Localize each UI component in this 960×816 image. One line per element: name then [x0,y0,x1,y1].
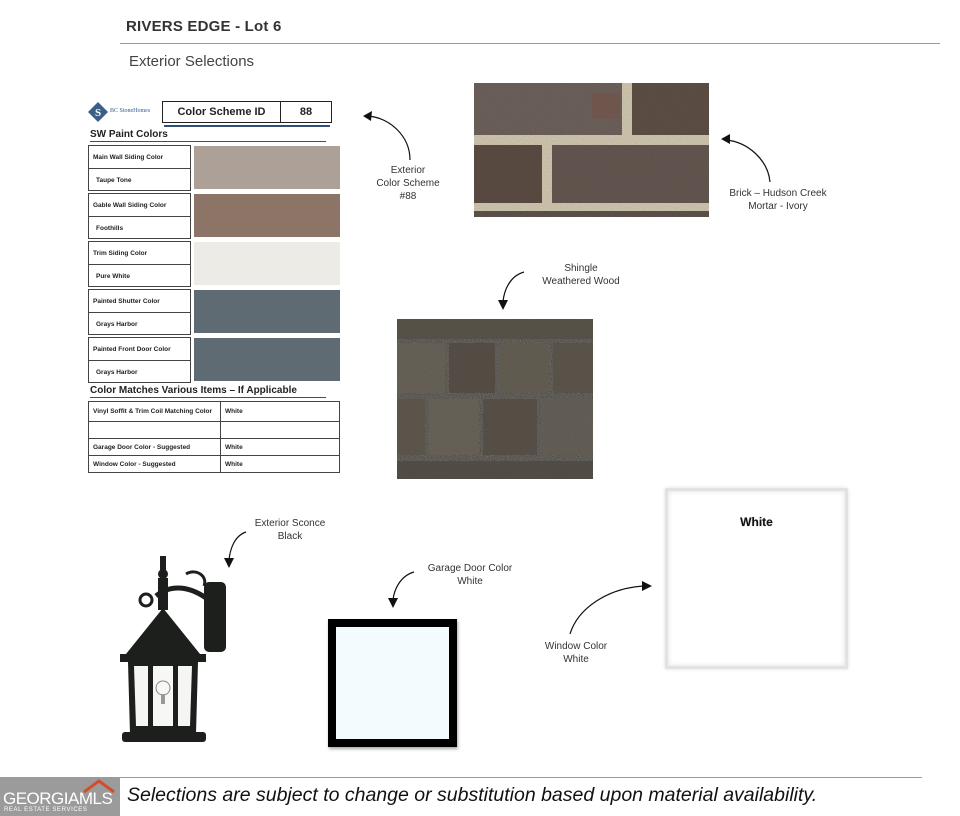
builder-logo [88,102,160,122]
brick-caption [718,187,838,213]
match-value: White [221,402,340,422]
caption-line: White [563,654,589,665]
scheme-id-label: Color Scheme ID [163,102,281,122]
brick-arrow-icon [718,130,778,185]
section-title: Exterior Selections [129,53,255,70]
scheme-id-box [162,101,332,123]
caption-line: Window Color [544,641,608,652]
paint-row-value: Grays Harbor [96,321,138,328]
paint-colors-heading: SW Paint Colors [90,129,168,140]
mls-logo-text: GEORGIAMLS [3,789,113,808]
window-arrow-icon [564,578,659,638]
paint-row-label: Trim Siding Color [93,250,148,257]
caption-line: Exterior [390,165,426,176]
paint-row [88,241,340,287]
scheme-id-value: 88 [299,106,313,118]
caption-line: Garage Door Color [427,563,513,574]
paint-row [88,145,340,191]
caption-line: Exterior Sconce [254,518,326,529]
scheme-caption [370,164,446,203]
caption-line: White [457,576,483,587]
paint-row [88,289,340,335]
paint-row-label: Painted Shutter Color [93,298,160,305]
caption-line: Shingle [564,263,598,274]
garage-caption [415,562,525,588]
paint-row-label: Main Wall Siding Color [93,154,164,161]
table-row [89,402,340,422]
paint-row-value: Foothills [96,225,124,232]
paint-row-value: Taupe Tone [96,177,132,184]
match-value: White [221,456,340,473]
caption-line: Mortar - Ivory [748,201,808,212]
table-row [89,422,340,439]
caption-line: Brick – Hudson Creek [729,188,827,199]
caption-line: Weathered Wood [542,276,620,287]
shingle-caption [528,262,634,288]
match-value [221,422,340,439]
mls-logo-subtext: REAL ESTATE SERVICES [4,807,88,813]
caption-line: Color Scheme [376,178,440,189]
garage-door-swatch [328,619,457,747]
builder-logo-icon [88,102,108,122]
scheme-underline [164,125,330,127]
brick-sample-image [474,83,709,217]
paint-swatch [194,194,340,237]
match-item: Garage Door Color - Suggested [89,439,221,456]
match-item: Window Color - Suggested [89,456,221,473]
georgia-mls-logo [0,777,120,816]
builder-logo-text: BC StoneHomes [110,108,151,114]
color-scheme-sheet [88,100,342,478]
paint-row-value: Pure White [96,273,130,280]
paint-swatch [194,146,340,189]
footer-divider [120,777,922,778]
match-item [89,422,221,439]
paint-heading-rule [90,141,326,142]
paint-swatch [194,290,340,333]
title-divider [120,43,940,44]
paint-swatch [194,242,340,285]
window-caption [530,640,622,666]
paint-row-label: Painted Front Door Color [93,346,171,353]
caption-line: Black [277,531,303,542]
matches-heading-rule [90,397,326,398]
paint-row [88,337,340,383]
shingle-arrow-icon [492,268,532,313]
sconce-image [116,554,232,746]
color-matches-heading: Color Matches Various Items – If Applicable [90,385,297,396]
page-title: RIVERS EDGE - Lot 6 [126,18,282,35]
paint-row-label: Gable Wall Siding Color [93,202,167,209]
shingle-sample-image [397,319,593,479]
paint-row-value: Grays Harbor [96,369,138,376]
table-row [89,439,340,456]
svg-text:S: S [94,107,102,119]
paint-row [88,193,340,239]
match-item: Vinyl Soffit & Trim Coil Matching Color [89,402,221,422]
garage-arrow-icon [382,568,422,612]
caption-line: #88 [399,191,417,202]
color-matches-table [88,401,340,473]
table-row [89,456,340,473]
scheme-arrow-icon [360,108,420,163]
paint-swatch [194,338,340,381]
disclaimer-text: Selections are subject to change or substitution based upon material availability. [127,784,818,806]
match-value: White [221,439,340,456]
window-color-swatch [665,488,848,669]
window-swatch-label: White [740,515,773,529]
